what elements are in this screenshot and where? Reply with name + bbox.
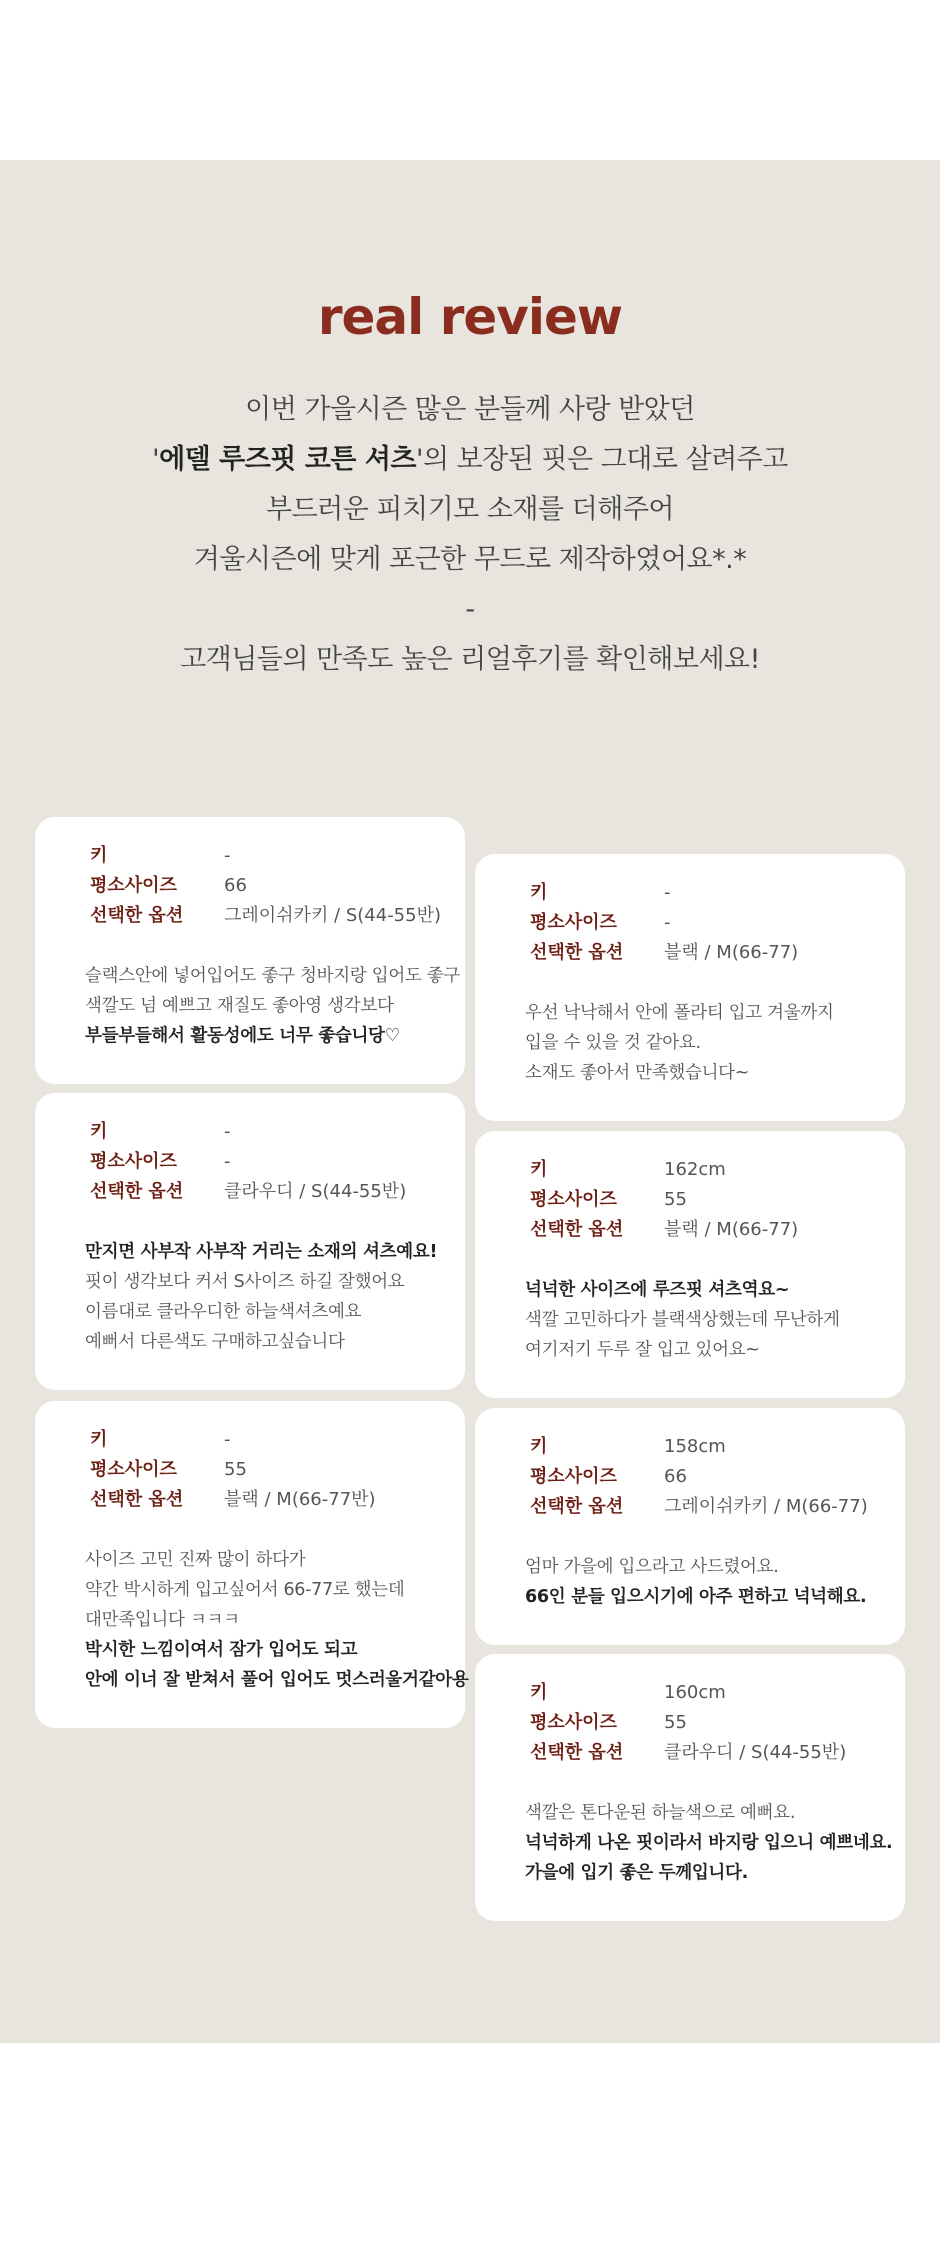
review-value-option: 그레이쉬카키 / S(44-55반)	[224, 905, 441, 926]
review-meta-row-option	[90, 1177, 406, 1207]
review-meta-row-option	[530, 1492, 868, 1522]
review-label-option: 선택한 옵션	[530, 1219, 624, 1240]
review-value-height: 158cm	[664, 1436, 726, 1457]
review-label-option: 선택한 옵션	[530, 942, 624, 963]
intro-line-6: 고객님들의 만족도 높은 리얼후기를 확인해보세요!	[180, 644, 760, 675]
intro-line-4: 겨울시즌에 맞게 포근한 무드로 제작하였어요*.*	[193, 544, 747, 575]
review-label-height: 키	[530, 1159, 548, 1180]
review-text	[525, 1552, 866, 1612]
review-text-line: 입을 수 있을 것 같아요.	[525, 1033, 701, 1053]
review-text-line: 색깔도 넘 예쁘고 재질도 좋아영 생각보다	[85, 996, 394, 1016]
review-card	[475, 1654, 905, 1921]
review-meta-row-height	[530, 1432, 868, 1462]
review-meta	[530, 878, 798, 968]
review-label-size: 평소사이즈	[90, 875, 177, 896]
review-value-height: -	[224, 845, 231, 866]
review-text-line: 핏이 생각보다 커서 S사이즈 하길 잘했어요	[85, 1272, 405, 1292]
review-meta-row-size	[530, 1462, 868, 1492]
review-text-line: 이름대로 클라우디한 하늘색셔츠예요	[85, 1302, 362, 1322]
review-label-size: 평소사이즈	[530, 912, 617, 933]
review-value-size: 55	[664, 1712, 687, 1733]
review-text-line: 66인 분들 입으시기에 아주 편하고 넉넉해요.	[525, 1587, 867, 1607]
review-meta-row-height	[530, 1678, 846, 1708]
review-text-line: 색깔은 톤다운된 하늘색으로 예뻐요.	[525, 1803, 796, 1823]
review-card	[35, 817, 465, 1084]
review-text-line: 여기저기 두루 잘 입고 있어요~	[525, 1340, 760, 1360]
review-text	[525, 998, 834, 1088]
review-text-line: 대만족입니다 ㅋㅋㅋ	[85, 1610, 240, 1630]
review-label-size: 평소사이즈	[90, 1459, 177, 1480]
review-meta-row-size	[530, 908, 798, 938]
review-text-line: 우선 낙낙해서 안에 폴라티 입고 겨울까지	[525, 1003, 834, 1023]
product-name: 에델 루즈핏 코튼 셔츠	[159, 444, 417, 475]
review-label-height: 키	[530, 1682, 548, 1703]
review-card	[475, 1408, 905, 1645]
review-label-height: 키	[90, 1429, 108, 1450]
intro-line-2-rest: '의 보장된 핏은 그대로 살려주고	[416, 444, 788, 475]
review-meta	[530, 1432, 868, 1522]
review-meta	[530, 1155, 798, 1245]
review-value-size: 55	[224, 1459, 247, 1480]
review-text-line: 부들부들해서 활동성에도 너무 좋습니당♡	[85, 1026, 401, 1046]
review-text-line: 소재도 좋아서 만족했습니다~	[525, 1063, 750, 1083]
review-value-height: 162cm	[664, 1159, 726, 1180]
review-value-size: -	[664, 912, 671, 933]
review-label-option: 선택한 옵션	[90, 1181, 184, 1202]
review-label-height: 키	[90, 1121, 108, 1142]
review-value-size: 66	[664, 1466, 687, 1487]
review-card	[475, 854, 905, 1121]
review-meta-row-height	[90, 841, 441, 871]
intro-line-1: 이번 가을시즌 많은 분들께 사랑 받았던	[245, 394, 695, 425]
review-value-height: 160cm	[664, 1682, 726, 1703]
review-meta-row-size	[90, 871, 441, 901]
review-meta-row-height	[530, 878, 798, 908]
review-text-line: 약간 박시하게 입고싶어서 66-77로 했는데	[85, 1580, 405, 1600]
review-text-line: 넉넉하게 나온 핏이라서 바지랑 입으니 예쁘네요.	[525, 1833, 893, 1853]
review-label-size: 평소사이즈	[530, 1466, 617, 1487]
review-label-height: 키	[530, 882, 548, 903]
review-meta	[90, 1425, 376, 1515]
review-text-line: 색깔 고민하다가 블랙색상했는데 무난하게	[525, 1310, 840, 1330]
review-meta	[90, 841, 441, 931]
review-label-option: 선택한 옵션	[90, 905, 184, 926]
review-label-option: 선택한 옵션	[90, 1489, 184, 1510]
intro-quote-open: '	[152, 444, 160, 475]
review-label-height: 키	[90, 845, 108, 866]
review-text-line: 사이즈 고민 진짜 많이 하다가	[85, 1550, 306, 1570]
review-meta-row-option	[90, 1485, 376, 1515]
review-label-option: 선택한 옵션	[530, 1742, 624, 1763]
review-value-height: -	[224, 1121, 231, 1142]
review-card	[35, 1401, 469, 1728]
review-label-height: 키	[530, 1436, 548, 1457]
review-value-option: 블랙 / M(66-77)	[664, 942, 799, 963]
section-title: real review	[317, 288, 623, 346]
review-text-line: 박시한 느낌이여서 잠가 입어도 되고	[85, 1640, 358, 1660]
review-value-size: -	[224, 1151, 231, 1172]
review-label-size: 평소사이즈	[530, 1712, 617, 1733]
review-meta-row-size	[90, 1147, 406, 1177]
review-text-line: 슬랙스안에 넣어입어도 좋구 청바지랑 입어도 좋구	[85, 966, 461, 986]
review-value-size: 66	[224, 875, 247, 896]
review-text	[525, 1275, 840, 1365]
review-card	[35, 1093, 465, 1390]
review-value-option: 블랙 / M(66-77반)	[224, 1489, 376, 1510]
review-meta	[90, 1117, 406, 1207]
review-value-height: -	[664, 882, 671, 903]
review-label-option: 선택한 옵션	[530, 1496, 624, 1517]
review-meta-row-option	[90, 901, 441, 931]
intro-line-2	[0, 435, 940, 485]
intro-line-5: -	[465, 594, 475, 625]
review-meta-row-size	[530, 1708, 846, 1738]
review-text-line: 넉넉한 사이즈에 루즈핏 셔츠역요~	[525, 1280, 790, 1300]
review-text-line: 만지면 사부작 사부작 거리는 소재의 셔츠예요!	[85, 1242, 438, 1262]
review-meta-row-option	[530, 1738, 846, 1768]
review-value-height: -	[224, 1429, 231, 1450]
review-card	[475, 1131, 905, 1398]
review-meta-row-height	[530, 1155, 798, 1185]
review-meta-row-size	[90, 1455, 376, 1485]
review-meta-row-size	[530, 1185, 798, 1215]
review-text	[85, 1237, 437, 1357]
review-text-line: 예뻐서 다른색도 구매하고싶습니다	[85, 1332, 345, 1352]
review-meta	[530, 1678, 846, 1768]
review-text-line: 가을에 입기 좋은 두께입니다.	[525, 1863, 748, 1883]
intro-text	[0, 385, 940, 685]
review-text-line: 안에 이너 잘 받쳐서 풀어 입어도 멋스러울거같아용	[85, 1670, 469, 1690]
review-value-option: 클라우디 / S(44-55반)	[224, 1181, 407, 1202]
review-meta-row-height	[90, 1425, 376, 1455]
review-text-line: 엄마 가을에 입으라고 사드렸어요.	[525, 1557, 779, 1577]
intro-line-3: 부드러운 피치기모 소재를 더해주어	[266, 494, 674, 525]
review-meta-row-option	[530, 938, 798, 968]
review-label-size: 평소사이즈	[530, 1189, 617, 1210]
review-text	[85, 1545, 468, 1695]
review-value-option: 그레이쉬카키 / M(66-77)	[664, 1496, 868, 1517]
review-text	[525, 1798, 892, 1888]
review-value-option: 클라우디 / S(44-55반)	[664, 1742, 847, 1763]
review-value-size: 55	[664, 1189, 687, 1210]
review-value-option: 블랙 / M(66-77)	[664, 1219, 799, 1240]
review-meta-row-height	[90, 1117, 406, 1147]
review-text	[85, 961, 460, 1051]
review-meta-row-option	[530, 1215, 798, 1245]
review-label-size: 평소사이즈	[90, 1151, 177, 1172]
